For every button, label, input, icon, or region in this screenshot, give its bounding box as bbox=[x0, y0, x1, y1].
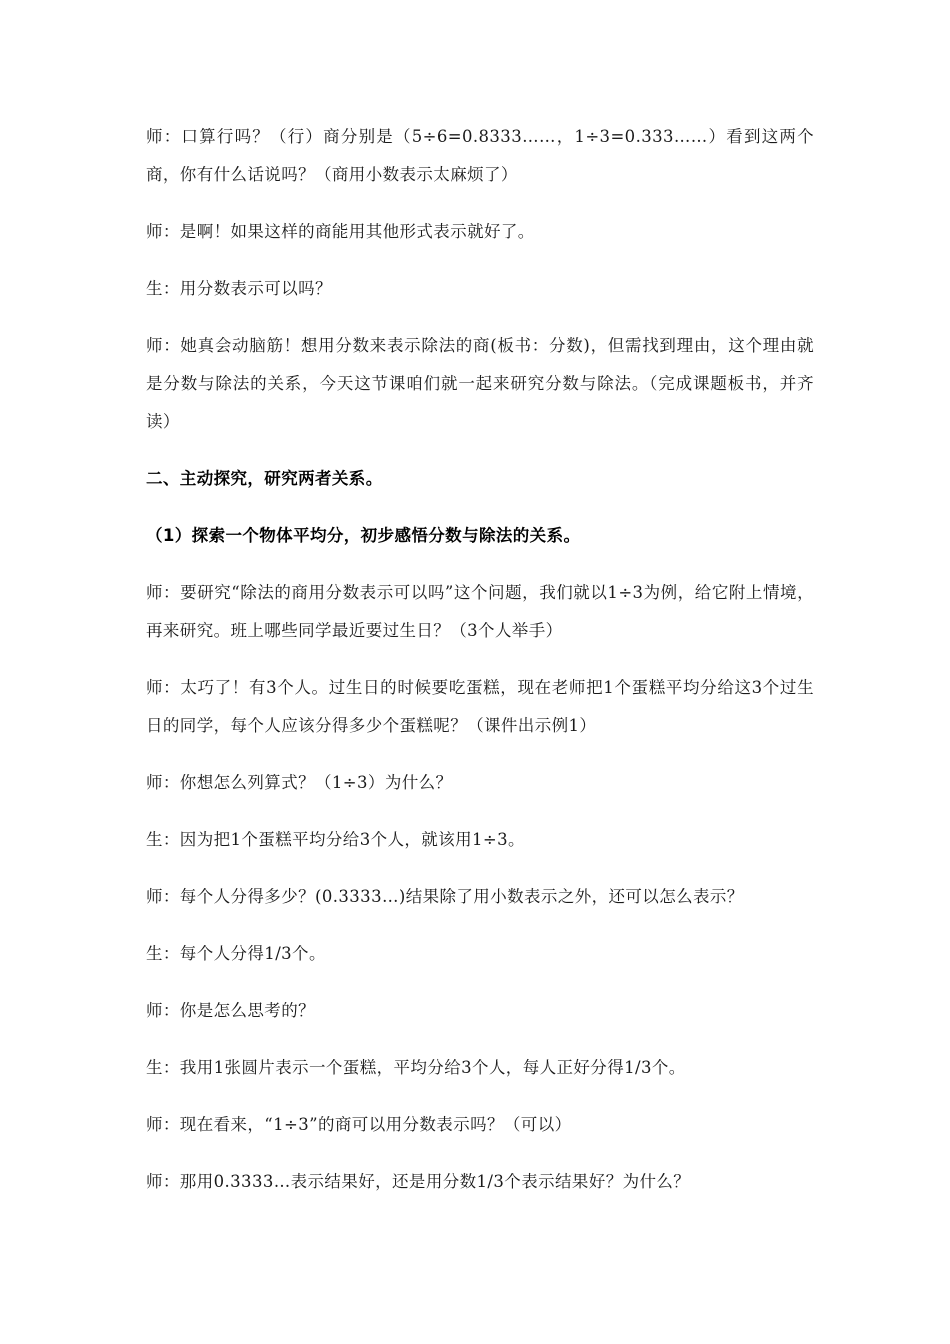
paragraph-12: 生：每个人分得1/3个。 bbox=[146, 944, 326, 963]
paragraph-14: 生：我用1张圆片表示一个蛋糕，平均分给3个人，每人正好分得1/3个。 bbox=[146, 1058, 686, 1077]
section-heading: 二、主动探究，研究两者关系。 bbox=[146, 469, 383, 488]
paragraph-7: 师：要研究“除法的商用分数表示可以吗”这个问题，我们就以1÷3为例，给它附上情境，再来研究。班上哪些同学最近要过生日？（3个人举手） bbox=[146, 583, 814, 640]
paragraph-8: 师：太巧了！有3个人。过生日的时候要吃蛋糕，现在老师把1个蛋糕平均分给这3个过生日的同学，每个人应该分得多少个蛋糕呢？（课件出示例1） bbox=[146, 678, 814, 735]
paragraph-3: 生：用分数表示可以吗？ bbox=[146, 279, 332, 298]
document-page bbox=[146, 118, 814, 1201]
paragraph-9: 师：你想怎么列算式？（1÷3）为什么？ bbox=[146, 773, 453, 792]
subsection-heading: （1）探索一个物体平均分，初步感悟分数与除法的关系。 bbox=[146, 526, 581, 545]
paragraph-16: 师：那用0.3333…表示结果好，还是用分数1/3个表示结果好？为什么？ bbox=[146, 1172, 691, 1191]
paragraph-11: 师：每个人分得多少？(0.3333…)结果除了用小数表示之外，还可以怎么表示？ bbox=[146, 887, 744, 906]
paragraph-1: 师：口算行吗？（行）商分别是（5÷6=0.8333……，1÷3=0.333……）看到这两个商，你有什么话说吗？（商用小数表示太麻烦了） bbox=[146, 127, 814, 184]
paragraph-4: 师：她真会动脑筋！想用分数来表示除法的商(板书：分数)，但需找到理由，这个理由就是分数与除法的关系，今天这节课咱们就一起来研究分数与除法。（完成课题板书，并齐读） bbox=[146, 336, 814, 431]
paragraph-13: 师：你是怎么思考的？ bbox=[146, 1001, 315, 1020]
paragraph-10: 生：因为把1个蛋糕平均分给3个人，就该用1÷3。 bbox=[146, 830, 525, 849]
paragraph-2: 师：是啊！如果这样的商能用其他形式表示就好了。 bbox=[146, 222, 535, 241]
paragraph-15: 师：现在看来，“1÷3”的商可以用分数表示吗？（可以） bbox=[146, 1115, 572, 1134]
